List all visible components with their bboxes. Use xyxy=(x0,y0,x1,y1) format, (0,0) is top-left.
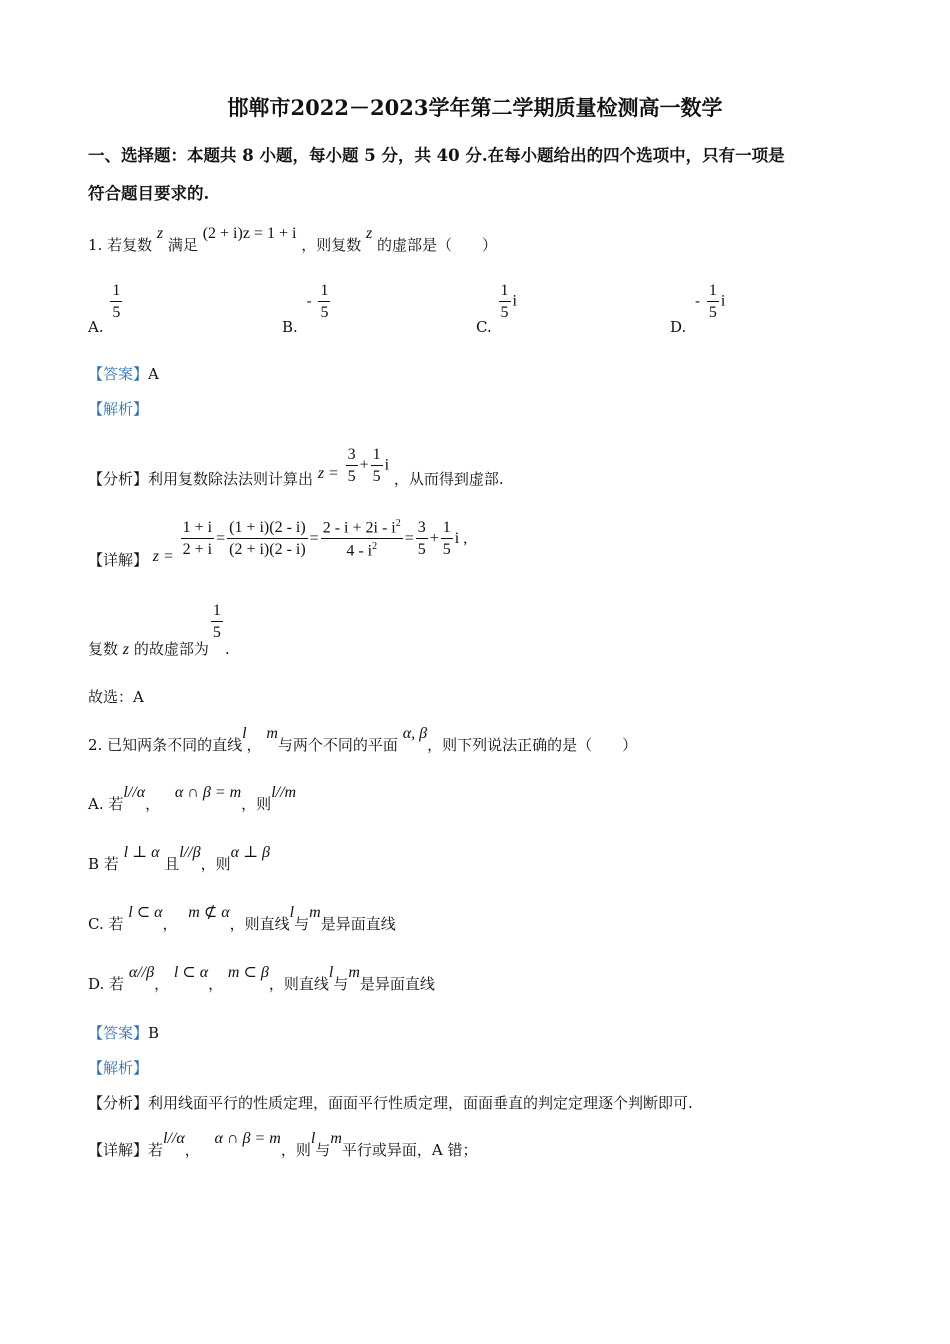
var-z: z xyxy=(365,225,373,242)
option-b: B 若 l ⊥ α 且l//β，则α ⊥ β xyxy=(88,844,271,873)
fraction: $\frac{1}{5}$ xyxy=(500,282,509,321)
xiangjie-line: 【详解】 z = $\frac{1 + i}{2 + i}$ = $\frac{(1 + i)(2 - i)}{(2 + i)(2 - i)}$ = $\frac{2 - i + 2i - i^2}{4 - i^2}$ = $\frac{3}{5}$ + $\frac{1}{5}$ i , xyxy=(88,518,468,569)
question-1-stem: 1. 若复数 z 满足 (2 + i)z = 1 + i ，则复数 z 的虚部是（ ） xyxy=(88,225,498,254)
option-c: C. $\frac{1}{5}$ i xyxy=(476,282,517,336)
fenxi-line: 【分析】利用复数除法法则计算出 z = $\frac{3}{5}$ + $\frac{1}{5}$ i ，从而得到虚部. xyxy=(88,446,504,488)
option-b: B. - $\frac{1}{5}$ xyxy=(282,282,329,336)
page-title: 邯郸市2022－2023学年第二学期质量检测高一数学 xyxy=(227,95,723,120)
option-c: C. 若 l ⊂ α， m ⊄ α，则直线l与m是异面直线 xyxy=(88,904,396,933)
answer-line: 【答案】B xyxy=(88,1024,160,1042)
fraction: $\frac{1}{5}$ xyxy=(112,282,121,321)
analysis-tag: 【解析】 xyxy=(88,1059,149,1077)
section-heading-cont: 符合题目要求的. xyxy=(88,184,210,203)
conclusion-line: 复数 z 的故虚部为 $\frac{1}{5}$ . xyxy=(88,602,230,658)
section-heading: 一、选择题：本题共 8 小题，每小题 5 分，共 40 分.在每小题给出的四个选项中，只有一项是 xyxy=(88,146,785,165)
fraction: $\frac{1}{5}$ xyxy=(708,282,717,321)
question-2-stem: 2. 已知两条不同的直线l， m与两个不同的平面 α, β，则下列说法正确的是（ ） xyxy=(88,725,638,754)
fraction: $\frac{1}{5}$ xyxy=(320,282,329,321)
option-a: A. 若l//α， α ∩ β = m，则l//m xyxy=(88,784,297,813)
option-d: D. 若 α//β， l ⊂ α， m ⊂ β，则直线l与m是异面直线 xyxy=(88,964,435,993)
option-a: A. $\frac{1}{5}$ xyxy=(88,282,121,336)
answer-line: 【答案】A xyxy=(88,365,159,383)
condition-expr: (2 + i)z = 1 + i xyxy=(202,225,297,242)
var-z: z xyxy=(156,225,164,242)
choice-line: 故选：A xyxy=(88,688,144,706)
xiangjie-line: 【详解】若l//α， α ∩ β = m，则l与m平行或异面，A 错； xyxy=(88,1130,478,1159)
fenxi-line: 【分析】利用线面平行的性质定理，面面平行性质定理，面面垂直的判定定理逐个判断即可. xyxy=(88,1094,693,1112)
answer-tag: 【答案】 xyxy=(88,365,149,383)
option-d: D. - $\frac{1}{5}$ i xyxy=(670,282,726,336)
answer-tag: 【答案】 xyxy=(88,1024,149,1042)
analysis-tag: 【解析】 xyxy=(88,400,149,418)
